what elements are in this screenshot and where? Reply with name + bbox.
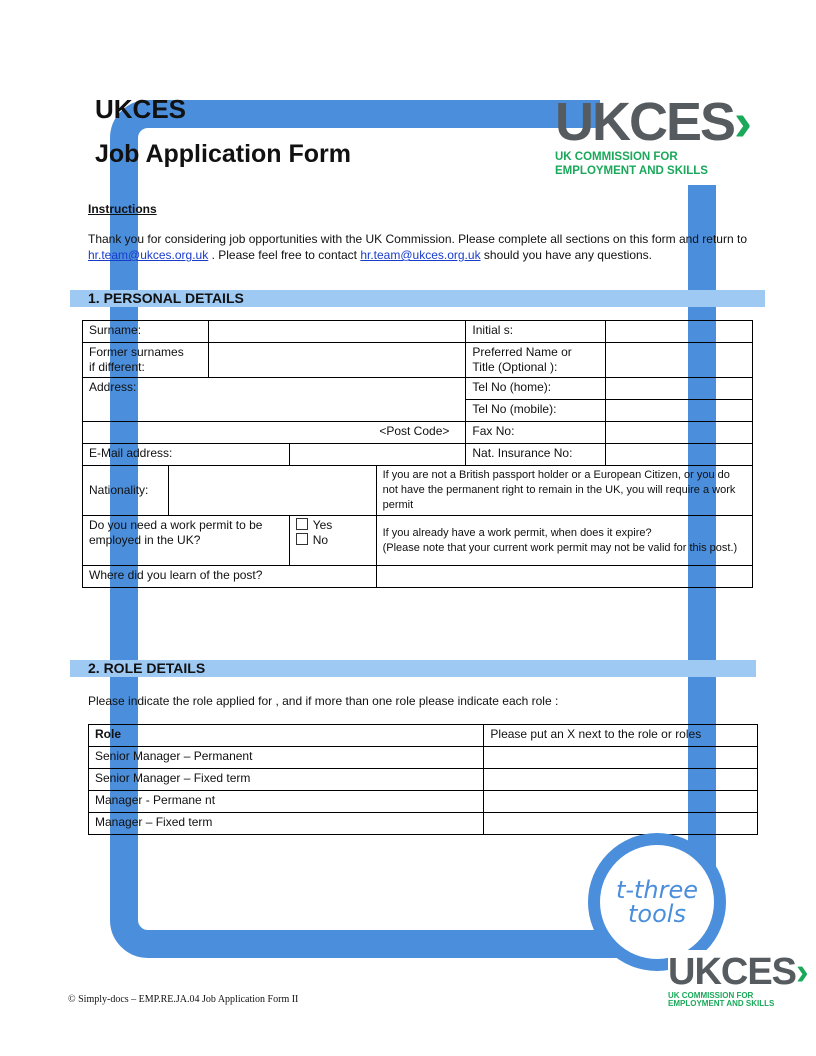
logo-word: UKCES (668, 951, 797, 993)
yes-label: Yes (312, 518, 333, 532)
x-column-header: Please put an X next to the role or roles (484, 725, 758, 747)
ukces-logo-footer (668, 950, 808, 1008)
email-field[interactable] (289, 444, 466, 466)
hr-email-link-1[interactable]: hr.team@ukces.org.uk (88, 248, 209, 262)
surname-label: Surname: (83, 321, 209, 343)
no-checkbox[interactable] (296, 533, 308, 545)
tel-home-field[interactable] (606, 378, 753, 400)
role-column-header: Role (89, 725, 484, 747)
form-title: Job Application Form (95, 140, 352, 168)
logo-line2: EMPLOYMENT AND SKILLS (668, 999, 775, 1008)
initials-label: Initial s: (466, 321, 606, 343)
tel-mobile-field[interactable] (606, 400, 753, 422)
learn-of-post-field[interactable] (376, 566, 752, 588)
post-code-field[interactable]: <Post Code> (83, 422, 466, 444)
former-surnames-label: Former surnames if different: (83, 343, 209, 378)
role-select-cell[interactable] (484, 813, 758, 835)
badge-line2: tools (628, 900, 686, 928)
logo-line2: EMPLOYMENT AND SKILLS (555, 165, 708, 177)
permit-expiry-field[interactable]: If you already have a work permit, when does it expire? (Please note that your current work permit may not be valid for this post.) (376, 516, 752, 566)
logo-line1: UK COMMISSION FOR (555, 151, 678, 163)
role-table (88, 724, 758, 835)
fax-label: Fax No: (466, 422, 606, 444)
role-name: Manager – Fixed term (89, 813, 484, 835)
badge-line1: t-three (615, 876, 699, 904)
learn-of-post-label: Where did you learn of the post? (83, 566, 377, 588)
nat-insurance-field[interactable] (606, 444, 753, 466)
preferred-name-field[interactable] (606, 343, 753, 378)
initials-field[interactable] (606, 321, 753, 343)
address-field[interactable]: Address: (83, 378, 466, 422)
chevron-icon: › (734, 92, 751, 152)
fax-field[interactable] (606, 422, 753, 444)
instructions-text: Thank you for considering job opportunities with the UK Commission. Please complete all sections on this form and return to hr.team@ukces.org.uk . Please feel free to contact hr.team@ukces.org.uk should you have any questions. (88, 232, 747, 262)
role-select-cell[interactable] (484, 769, 758, 791)
logo-word: UKCES (555, 92, 735, 152)
role-intro: Please indicate the role applied for , and if more than one role please indicate each role : (88, 694, 559, 708)
instructions-heading: Instructions (88, 202, 157, 216)
nationality-note: If you are not a British passport holder or a European Citizen, or you do not have the permanent right to remain in the UK, you will require a work permit (376, 466, 752, 516)
preferred-name-label: Preferred Name or Title (Optional ): (466, 343, 606, 378)
nationality-label: Nationality: (83, 466, 169, 516)
personal-details-table (82, 320, 753, 588)
role-name: Manager - Permane nt (89, 791, 484, 813)
email-label: E-Mail address: (83, 444, 290, 466)
nat-insurance-label: Nat. Insurance No: (466, 444, 606, 466)
work-permit-question: Do you need a work permit to be employed in the UK? (83, 516, 290, 566)
work-permit-options (289, 516, 376, 566)
logo-line1: UK COMMISSION FOR (668, 991, 754, 1000)
hr-email-link-2[interactable]: hr.team@ukces.org.uk (360, 248, 481, 262)
former-surnames-field[interactable] (208, 343, 466, 378)
org-title: UKCES (95, 94, 187, 124)
t-three-tools-badge (600, 845, 714, 959)
chevron-icon: › (796, 951, 808, 993)
tel-home-label: Tel No (home): (466, 378, 606, 400)
section-personal-details: 1. PERSONAL DETAILS (70, 290, 765, 307)
footer-copyright: © Simply-docs – EMP.RE.JA.04 Job Application Form II (68, 994, 299, 1005)
section-role-details: 2. ROLE DETAILS (70, 660, 756, 677)
no-label: No (312, 533, 329, 547)
role-name: Senior Manager – Permanent (89, 747, 484, 769)
role-select-cell[interactable] (484, 791, 758, 813)
nationality-field[interactable] (168, 466, 376, 516)
role-select-cell[interactable] (484, 747, 758, 769)
role-name: Senior Manager – Fixed term (89, 769, 484, 791)
tel-mobile-label: Tel No (mobile): (466, 400, 606, 422)
surname-field[interactable] (208, 321, 466, 343)
yes-checkbox[interactable] (296, 518, 308, 530)
ukces-logo (555, 92, 751, 177)
